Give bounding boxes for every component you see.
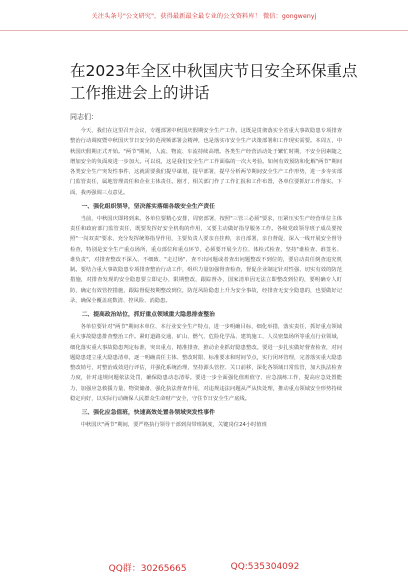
section-heading: 二、提高政治站位，抓好重点领域重大隐患排查整治 — [81, 312, 215, 318]
document-body — [70, 126, 342, 430]
top-banner — [0, 0, 408, 31]
qq-number: QQ:535304092 — [230, 562, 300, 572]
intro-paragraph: 今天，我们在这里召开会议，专题部署中秋国庆假期安全生产工作。这既是贯彻落实全省重大事故隐患专项排查整治行动调度暨中秋国庆节日安全防范视频部署会精神，也是落实市安全生产决策部署和工作现实需要。本周五，中秋国庆假期正式开始。"两节"期间，人流、物流、车流持续高增。各类生产经营活动处于繁忙时期，不安全因素随之增加安全的负面度进一步加大。可以说，这是我们安全生产工作面临的一次大考验。如何有效预防和化解"两节"期间各类安全生产突发性事件，这就需要我们提早谋划，提早部署，提早分析两节期间安全生产工作形势，进一步夯实部门监管责任，属地管理责任和企业主体责任。刚才，相关部门作了工作汇报和工作布置，各单位要抓好工作落实。下面，我再强调三点意见。 — [70, 128, 342, 196]
section-paragraph: 当前，中秋国庆即将到来。各单位要精心安排，周密部署，按照"三管三必须"要求，压紧压实生产经营单位主体责任和政府部门监管责任，既要发挥好安全机构的作用，又要主动做好指导服务工作。各级党政领导班子成员要按照"一岗双责"要求，充分发挥统筹指导作用，主要负责人要亲自挂帅，亲自部署，亲自督促，深入一线开展安全督导检查，特别是安全生产重点场所，重点部位和重点环节，必须要开展全方位、体检式检查，坚持"谁检查、谁签名、谁负责"，对排查整改不深入、不细致、"走过场"、查不出问题或者查出问题整改不到位的，要启动责任倒查追究机制。要结合重大事故隐患专项排查整治行动工作，组织力量加强督查检查，督促企业制定针对性强、切实有效的防范措施，对排查发现的安全隐患要立即定办，限期整改，跟踪督办，国家清单因无法立即整改到位的，要明确专人盯防，确定有效管控措施，跟踪督促按期整改到位，防范风险隐患上升为安全事故，经排查无安全隐患的，也要做好记录，确保全覆盖底数清、控风险、消隐患。 — [70, 215, 342, 304]
banner-text: 关注头条号"公文研究"，获得最新最全最专业的公文资料库！ 微信：gongwenyj — [91, 12, 317, 20]
document-title: 在2023年全区中秋国庆节日安全环保重点工作推进会上的讲话 — [70, 62, 358, 102]
section-heading: 三、强化应急值班，快速高效处置各领域突发性事件 — [81, 410, 215, 416]
section-heading: 一、强化组织领导，坚决落实落细各级安全生产责任 — [81, 203, 215, 210]
footer-contacts — [0, 554, 408, 580]
section-paragraph: 中秋国庆"两节"期间，要严格执行领导干部到岗带班制度，关键岗位24小时值班 — [80, 422, 268, 428]
section-paragraph: 各单位要针对"两节"期间本单位、本行业安全生产特点，进一步明确目标，细化举措，落实责任，抓好重点领域重大事故隐患排查整治工作。紧盯道路交通、矿山、燃气、危险化学品、建筑施工、人员密集场所等重点行业领域，细化落实重大事故隐患判定标准，突出重点，精准排查，推动企业抓好隐患整改。要进一步扎实做好督查检查，对问题隐患建立重大隐患清单，逐一明确责任主体、整改时限、标准要求和时间节点，实行闭环管理，完善落实重大隐患整改销号，对整治成效进行评估，并强化系统治理，坚持源头管控、关口前移，深化各领域日常监管，加大执法检查力度，针对违规问题依法处罚，确保隐患动态清零。要进一步全面强化值班值守、应急演练工作，提高应急处置能力，加强应急救援力量、物资储备，强化执法督查作用，对违规违法问题从严从快处理，推动重点领域安全形势持续稳定向好，以实际行动确保人民群众生命财产安全，守住节日安全生产底线。 — [70, 324, 342, 402]
salutation: 同志们： — [70, 113, 98, 121]
qq-group: QQ群：30265665 — [108, 563, 187, 574]
